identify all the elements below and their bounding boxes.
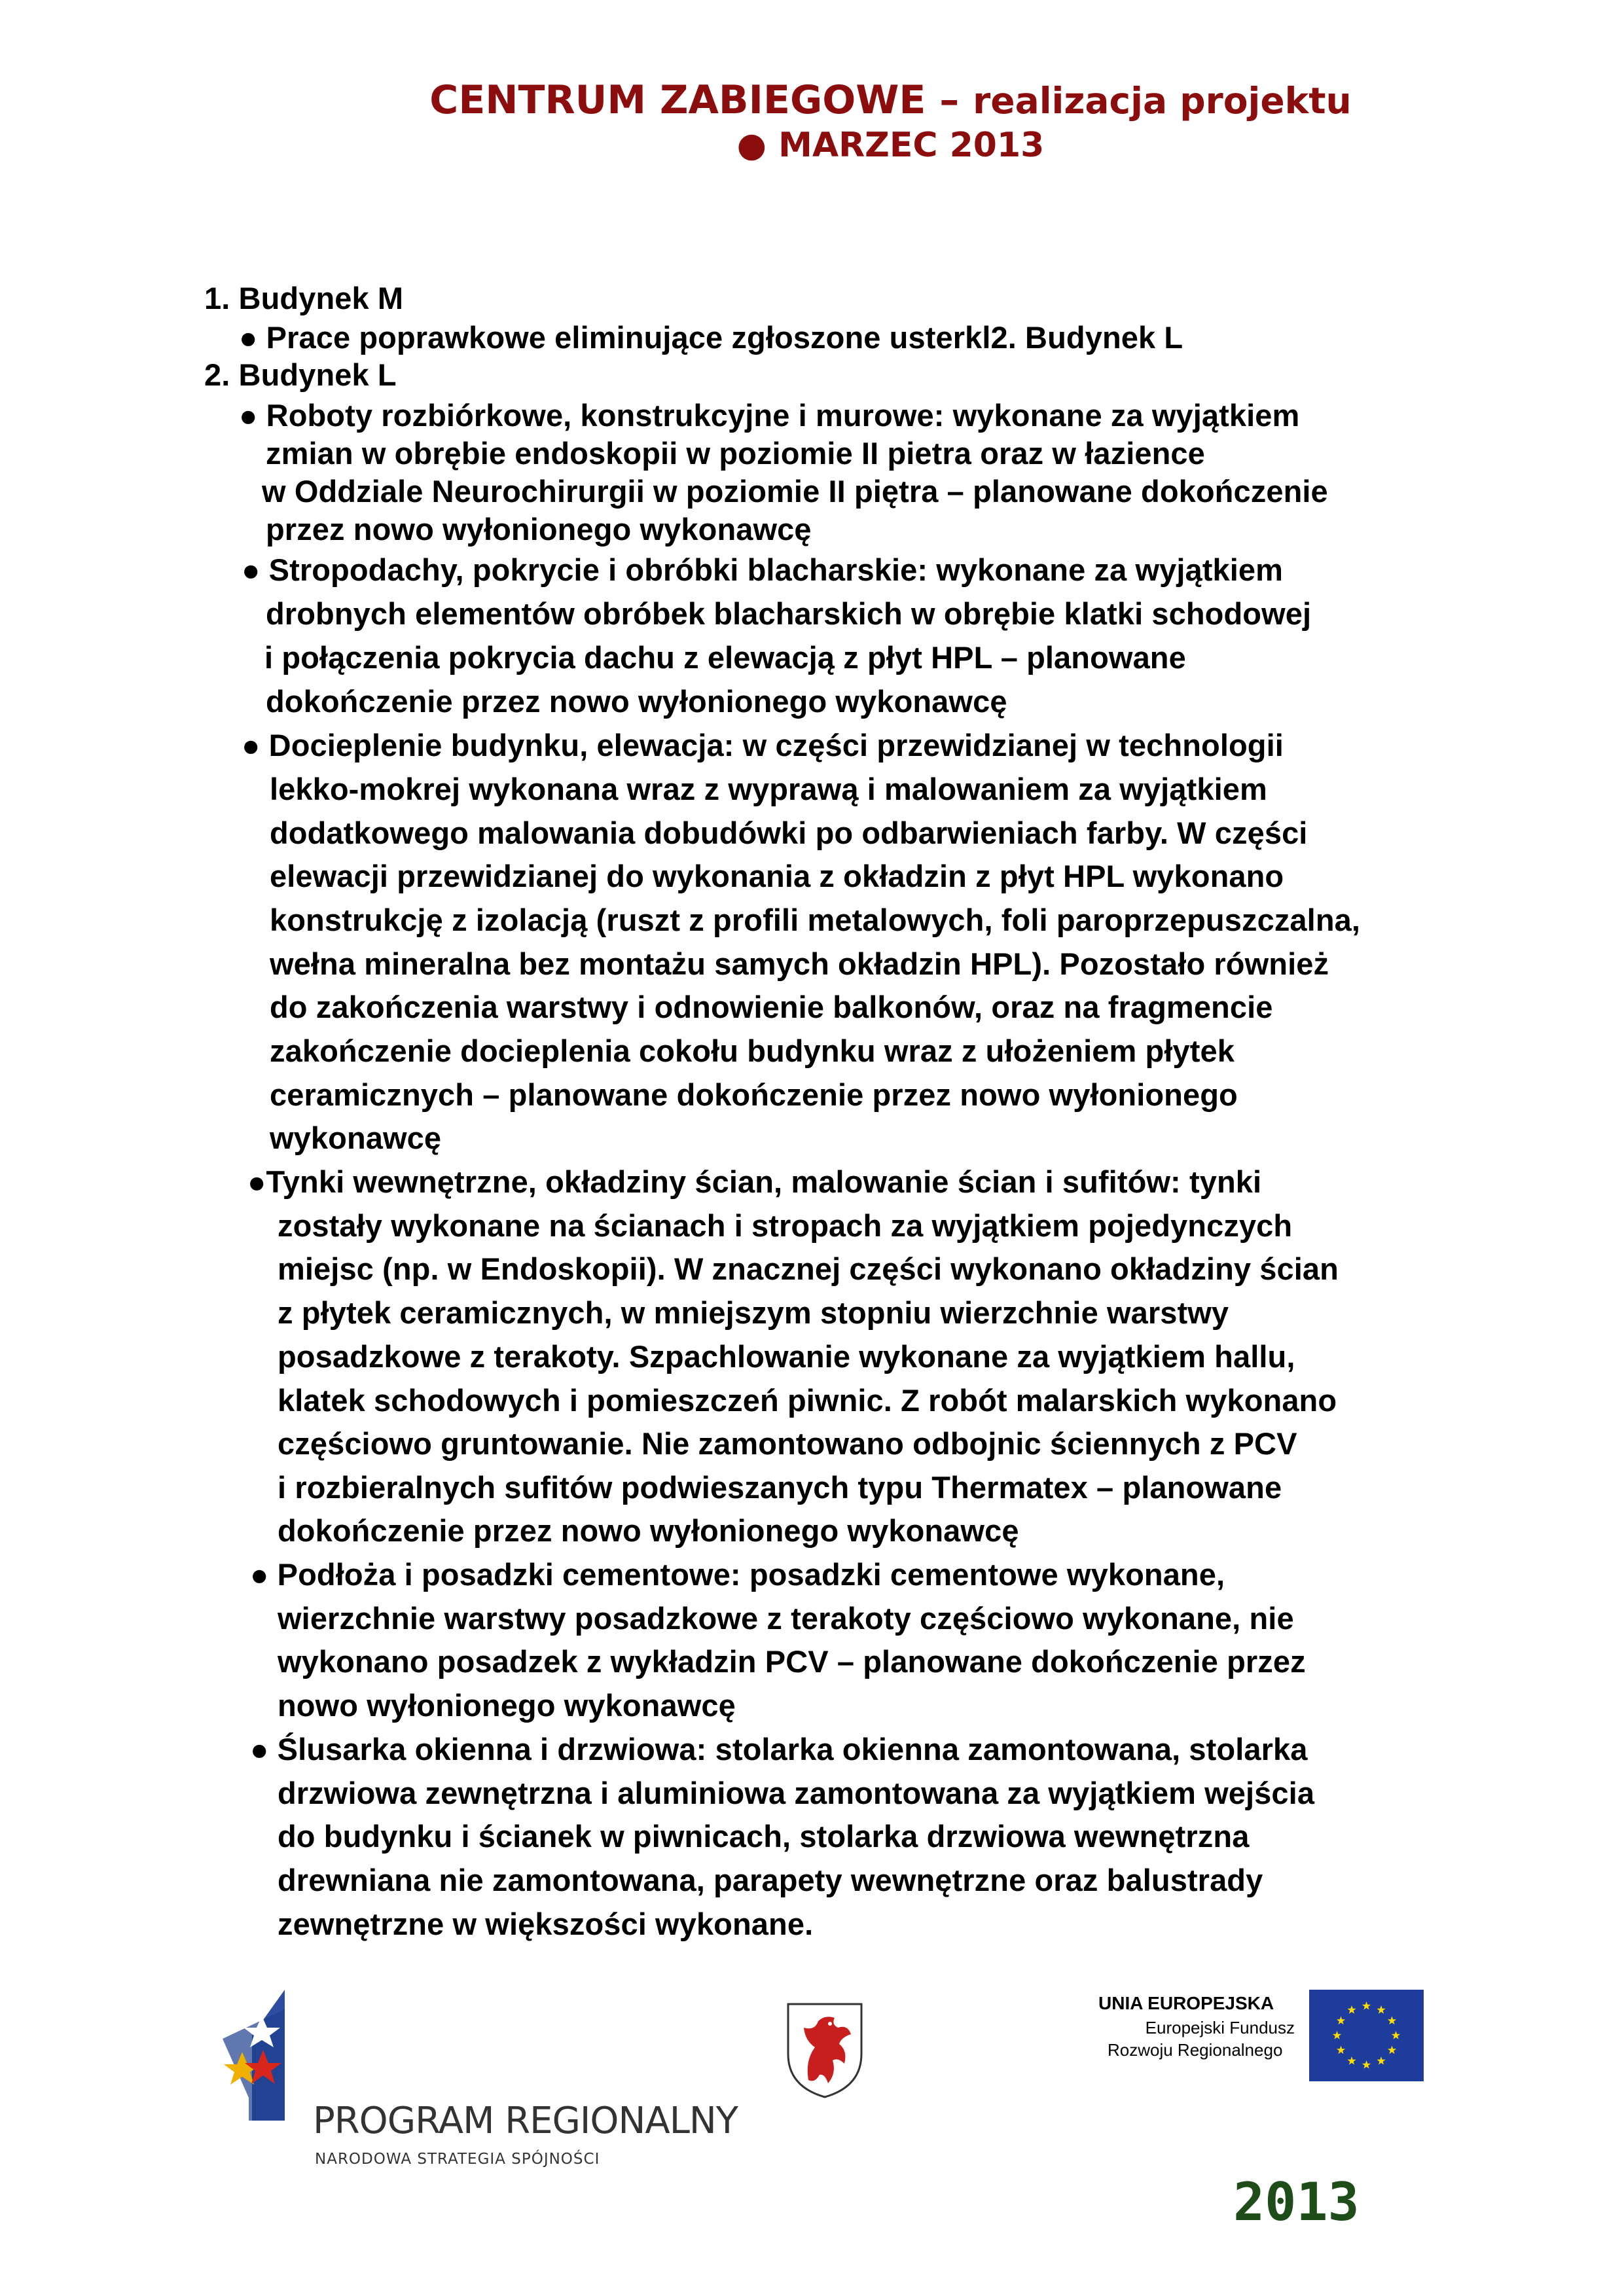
bullet-item: ● Prace poprawkowe eliminujące zgłoszone usterkl2. Budynek L [239,320,1183,355]
bullet-item: ● Stropodachy, pokrycie i obróbki blacharskie: wykonane za wyjątkiem [242,552,1284,587]
coat-of-arms-icon [785,2001,864,2100]
program-regionalny-logo-icon [223,1990,308,2121]
body-line: z płytek ceramicznych, w mniejszym stopniu wierzchnie warstwy [278,1295,1229,1330]
body-line: dodatkowego malowania dobudówki po odbarwieniach farby. W części [270,816,1308,850]
body-line: drobnych elementów obróbek blacharskich w obrębie klatki schodowej [266,596,1312,631]
title-main: CENTRUM ZABIEGOWE [429,77,926,123]
title-separator: – [926,77,973,123]
section-heading-building-l: 2. Budynek L [204,357,397,392]
report-month: ● MARZEC 2013 [736,126,1045,165]
body-line: wykonawcę [270,1121,442,1155]
body-line: lekko-mokrej wykonana wraz z wyprawą i malowaniem za wyjątkiem [270,772,1267,806]
body-line: zostały wykonane na ścianach i stropach za wyjątkiem pojedynczych [278,1208,1293,1243]
body-line: posadzkowe z terakoty. Szpachlowanie wykonane za wyjątkiem hallu, [278,1339,1295,1374]
body-line: ceramicznych – planowane dokończenie przez nowo wyłonionego [270,1077,1238,1112]
body-line: w Oddziale Neurochirurgii w poziomie II piętra – planowane dokończenie [262,474,1328,509]
bullet-item: ● Roboty rozbiórkowe, konstrukcyjne i murowe: wykonane za wyjątkiem [239,398,1300,433]
body-line: miejsc (np. w Endoskopii). W znacznej części wykonano okładziny ścian [278,1251,1339,1286]
body-line: zewnętrzne w większości wykonane. [278,1907,814,1941]
body-line: wierzchnie warstwy posadzkowe z terakoty częściowo wykonane, nie [278,1601,1294,1636]
body-line: elewacji przewidzianej do wykonania z okładzin z płyt HPL wykonano [270,859,1284,893]
body-line: drewniana nie zamontowana, parapety wewnętrzne oraz balustrady [278,1863,1263,1897]
program-regionalny-title: PROGRAM REGIONALNY [313,2100,738,2142]
eu-flag-icon [1309,1990,1424,2081]
body-line: klatek schodowych i pomieszczeń piwnic. Z robót malarskich wykonano [278,1383,1337,1418]
bullet-item: ●Tynki wewnętrzne, okładziny ścian, malowanie ścian i sufitów: tynki [247,1164,1262,1199]
body-line: konstrukcję z izolacją (ruszt z profili metalowych, foli paroprzepuszczalna, [270,903,1361,937]
body-line: do zakończenia warstwy i odnowienie balkonów, oraz na fragmencie [270,990,1273,1024]
body-line: nowo wyłonionego wykonawcę [278,1688,736,1723]
body-line: do budynku i ścianek w piwnicach, stolarka drzwiowa wewnętrzna [278,1819,1250,1854]
body-line: i rozbieralnych sufitów podwieszanych typu Thermatex – planowane [278,1470,1282,1505]
body-line: dokończenie przez nowo wyłonionego wykonawcę [266,684,1007,719]
eu-title: UNIA EUROPEJSKA [1098,1993,1274,2013]
body-line: zmian w obrębie endoskopii w poziomie II pietra oraz w łazience [266,436,1205,471]
body-line: drzwiowa zewnętrzna i aluminiowa zamontowana za wyjątkiem wejścia [278,1776,1315,1810]
section-heading-building-m: 1. Budynek M [204,281,404,315]
body-line: dokończenie przez nowo wyłonionego wykonawcę [278,1513,1019,1548]
bullet-item: ● Podłoża i posadzki cementowe: posadzki cementowe wykonane, [250,1557,1225,1592]
body-line: przez nowo wyłonionego wykonawcę [266,512,812,547]
title-subtitle: realizacja projektu [973,80,1352,122]
page-title [0,77,1624,123]
bullet-item: ● Docieplenie budynku, elewacja: w części przewidzianej w technologii [242,728,1284,762]
eu-fund-line-1: Europejski Fundusz [1145,2018,1295,2037]
footer-year: 2013 [1233,2172,1360,2233]
body-line: wełna mineralna bez montażu samych okładzin HPL). Pozostało również [270,946,1329,981]
program-regionalny-subtitle: NARODOWA STRATEGIA SPÓJNOŚCI [315,2151,600,2168]
eu-fund-line-2: Rozwoju Regionalnego [1108,2040,1283,2060]
body-line: i połączenia pokrycia dachu z elewacją z płyt HPL – planowane [264,640,1186,675]
body-line: zakończenie docieplenia cokołu budynku wraz z ułożeniem płytek [270,1033,1235,1068]
body-line: wykonano posadzek z wykładzin PCV – planowane dokończenie przez [278,1644,1306,1679]
body-line: częściowo gruntowanie. Nie zamontowano odbojnic ściennych z PCV [278,1426,1297,1461]
bullet-item: ● Ślusarka okienna i drzwiowa: stolarka okienna zamontowana, stolarka [250,1732,1308,1767]
